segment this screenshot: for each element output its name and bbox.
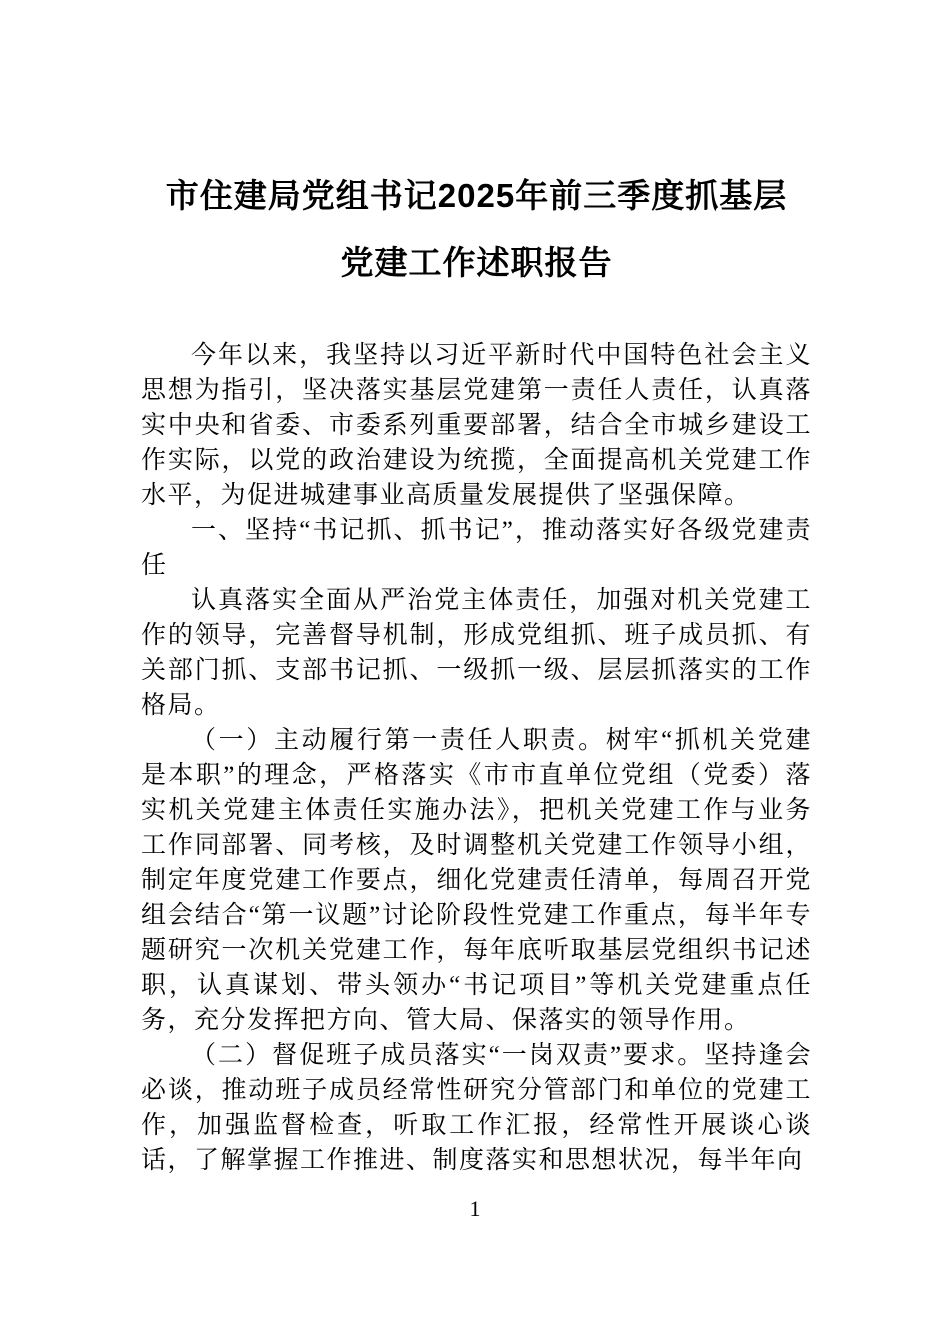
doc-title-line-1: 市住建局党组书记2025年前三季度抓基层 (165, 177, 788, 214)
paragraph-intro: 今年以来，我坚持以习近平新时代中国特色社会主义思想为指引，坚决落实基层党建第一责任人责任，认真落实中央和省委、市委系列重要部署，结合全市城乡建设工作实际，以党的政治建设为统揽，全面提高机关党建工作水平，为促进城建事业高质量发展提供了坚强保障。 (141, 342, 812, 509)
document-content (141, 162, 812, 1178)
doc-title (141, 162, 812, 296)
paragraph-section-1-intro: 认真落实全面从严治党主体责任，加强对机关党建工作的领导，完善督导机制，形成党组抓、班子成员抓、有关部门抓、支部书记抓、一级抓一级、层层抓落实的工作格局。 (141, 587, 812, 719)
paragraph-subsection-2: （二）督促班子成员落实“一岗双责”要求。坚持逢会必谈，推动班子成员经常性研究分管部门和单位的党建工作，加强监督检查，听取工作汇报，经常性开展谈心谈话，了解掌握工作推进、制度落实和思想状况，每半年向 (141, 1042, 812, 1174)
paragraph-section-heading-1: 一、坚持“书记抓、抓书记”，推动落实好各级党建责任 (141, 517, 812, 579)
doc-title-line-2: 党建工作述职报告 (340, 244, 613, 281)
doc-body (141, 338, 812, 1178)
page-number: 1 (469, 1196, 481, 1221)
paragraph-subsection-1: （一）主动履行第一责任人职责。树牢“抓机关党建是本职”的理念，严格落实《市市直单位党组（党委）落实机关党建主体责任实施办法》，把机关党建工作与业务工作同部署、同考核，及时调整机关党建工作领导小组，制定年度党建工作要点，细化党建责任清单，每周召开党组会结合“第一议题”讨论阶段性党建工作重点，每半年专题研究一次机关党建工作，每年底听取基层党组织书记述职，认真谋划、带头领办“书记项目”等机关党建重点任务，充分发挥把方向、管大局、保落实的领导作用。 (141, 727, 812, 1034)
